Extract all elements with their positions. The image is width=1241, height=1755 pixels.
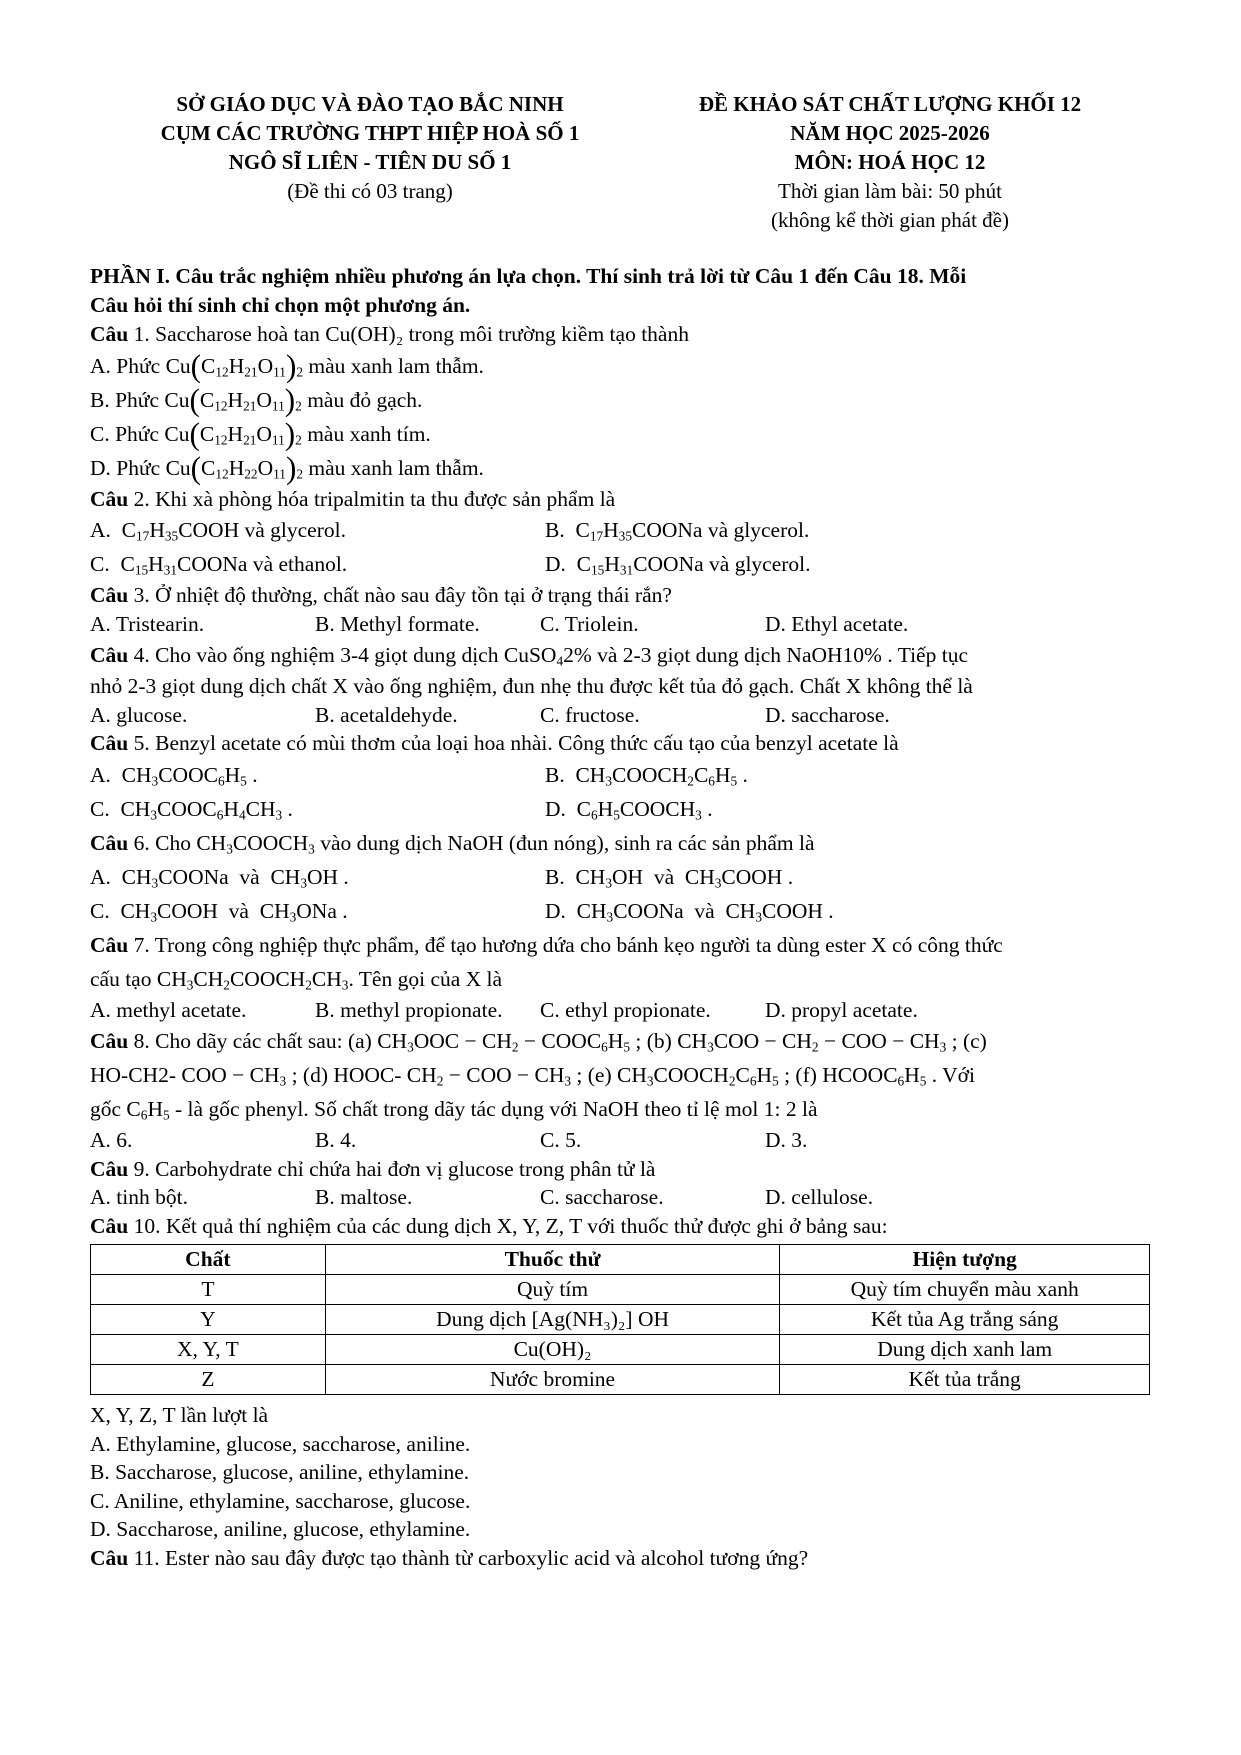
table-cell: Kết tủa trắng [780, 1365, 1150, 1395]
q2-option-d: D. $C_{15}H_{31}COONa$ và glycerol. [545, 552, 811, 578]
q3-option-a: A. Tristearin. [90, 611, 205, 636]
q2-options-row2 [90, 547, 1160, 581]
q7-option-d: D. propyl acetate. [765, 997, 918, 1022]
table-cell: Quỳ tím [325, 1275, 780, 1305]
question-1: Câu 1. Saccharose hoà tan Cu(OH)₂ trong môi trường kiềm tạo thành [90, 322, 689, 346]
question-7: Câu 7. Trong công nghiệp thực phẩm, để tạo hương dứa cho bánh kẹo người ta dùng ester X có công thức [90, 932, 1003, 957]
q1-option-a: A. Phức $Cu(C_{12}H_{21}O_{11})_2$ màu xanh lam thẫm. [90, 348, 484, 384]
q10-option-a: A. Ethylamine, glucose, saccharose, aniline. [90, 1431, 471, 1456]
table-cell: T [91, 1275, 326, 1305]
q6-option-c: C. $CH_3COOH$ và $CH_3ONa$ . [90, 898, 348, 925]
dept-name: SỞ GIÁO DỤC VÀ ĐÀO TẠO BẮC NINH [176, 92, 564, 116]
q1-option-c: C. Phức $Cu(C_{12}H_{21}O_{11})_2$ màu xanh tím. [90, 416, 431, 452]
question-7-line2: cấu tạo $CH_3CH_2COOCH_2CH_3$. Tên gọi của X là [90, 966, 503, 993]
table-cell: Kết tủa Ag trắng sáng [780, 1305, 1150, 1335]
question-5: Câu 5. Benzyl acetate có mùi thơm của loại hoa nhài. Công thức cấu tạo của benzyl acetate là [90, 731, 899, 755]
q6-options-row1 [90, 860, 1160, 894]
table-cell: Dung dịch xanh lam [780, 1335, 1150, 1365]
question-8-line2: HO-CH2- COO − $CH_3$ ; (d) HOOC- $CH_2$ − COO − $CH_3$ ; (e) $CH_3COOCH_2C_6H_5$ ; (f) $HCOOC_6H_5$ . Với [90, 1063, 976, 1089]
table-cell: Dung dịch [Ag(NH₃)₂] OH [325, 1305, 780, 1335]
q6-option-d: D. $CH_3COONa$ và $CH_3COOH$ . [545, 898, 834, 925]
q9-option-a: A. tinh bột. [90, 1185, 188, 1209]
q8-option-c: C. 5. [540, 1128, 582, 1152]
table-header-cell: Chất [91, 1245, 326, 1275]
q4-option-a: A. glucose. [90, 702, 188, 727]
q5-options-row1 [90, 758, 1160, 792]
q9-option-d: D. cellulose. [765, 1185, 874, 1209]
q10-option-c: C. Aniline, ethylamine, saccharose, glucose. [90, 1488, 471, 1513]
q3-option-b: B. Methyl formate. [315, 611, 480, 636]
table-row [91, 1365, 1150, 1395]
q10-after-text: X, Y, Z, T lần lượt là [90, 1403, 269, 1427]
duration-note: (không kể thời gian phát đề) [771, 208, 1009, 232]
question-8-line3: gốc $C_6H_5$ - là gốc phenyl. Số chất trong dãy tác dụng với NaOH theo tỉ lệ mol 1: 2 là [90, 1097, 818, 1123]
table-header-cell: Thuốc thử [325, 1245, 780, 1275]
q8-option-d: D. 3. [765, 1128, 808, 1152]
q3-option-d: D. Ethyl acetate. [765, 611, 909, 636]
question-4: Câu 4. Cho vào ống nghiệm 3-4 giọt dung dịch CuSO$_4$2% và 2-3 giọt dung dịch NaOH10% . Tiếp tục [90, 643, 968, 669]
q8-option-b: B. 4. [315, 1128, 357, 1152]
q9-options [90, 1183, 1160, 1212]
question-4-line2: nhỏ 2-3 giọt dung dịch chất X vào ống nghiệm, đun nhẹ thu được kết tủa đỏ gạch. Chất X không thể là [90, 674, 973, 698]
subject: MÔN: HOÁ HỌC 12 [794, 150, 986, 174]
q7-option-b: B. methyl propionate. [315, 997, 503, 1022]
page-count-note: (Đề thi có 03 trang) [287, 179, 453, 203]
q8-options [90, 1126, 1160, 1155]
question-11: Câu 11. Ester nào sau đây được tạo thành từ carboxylic acid và alcohol tương ứng? [90, 1545, 809, 1570]
question-3: Câu 3. Ở nhiệt độ thường, chất nào sau đây tồn tại ở trạng thái rắn? [90, 583, 672, 607]
table-cell: Z [91, 1365, 326, 1395]
q6-options-row2 [90, 894, 1160, 928]
duration: Thời gian làm bài: 50 phút [778, 179, 1002, 203]
question-9: Câu 9. Carbohydrate chỉ chứa hai đơn vị glucose trong phân tử là [90, 1156, 656, 1181]
table-cell: Quỳ tím chuyển màu xanh [780, 1275, 1150, 1305]
q4-option-b: B. acetaldehyde. [315, 702, 458, 727]
q4-option-c: C. fructose. [540, 702, 640, 727]
exam-title: ĐỀ KHẢO SÁT CHẤT LƯỢNG KHỐI 12 [698, 92, 1082, 116]
q5-option-c: C. $CH_3COOC_6H_4CH_3$ . [90, 796, 293, 823]
q4-options [90, 701, 1160, 730]
header-left [100, 90, 640, 206]
q7-option-c: C. ethyl propionate. [540, 997, 711, 1022]
q5-option-d: D. $C_6H_5COOCH_3$ . [545, 796, 713, 823]
school-cluster: CỤM CÁC TRƯỜNG THPT HIỆP HOÀ SỐ 1 [160, 121, 580, 145]
table-row [91, 1305, 1150, 1335]
q5-option-b: B. $CH_3COOCH_2C_6H_5$ . [545, 762, 748, 789]
school-names: NGÔ SĨ LIÊN - TIÊN DU SỐ 1 [228, 150, 512, 174]
table-row [91, 1335, 1150, 1365]
q10-results-table [90, 1244, 1150, 1395]
q10-option-d: D. Saccharose, aniline, glucose, ethylamine. [90, 1517, 471, 1541]
question-8: Câu 8. Cho dãy các chất sau: (a) $CH_3OOC - CH_2$ − $COOC_6H_5$ ; (b) $CH_3COO - CH_2$ − COO − $CH_3$ ; (c) [90, 1029, 987, 1055]
question-2: Câu 2. Khi xà phòng hóa tripalmitin ta thu được sản phẩm là [90, 486, 616, 511]
question-6: Câu 6. Cho $CH_3COOCH_3$ vào dung dịch NaOH (đun nóng), sinh ra các sản phẩm là [90, 830, 815, 857]
section-title-line2: Câu hỏi thí sinh chỉ chọn một phương án. [90, 293, 471, 317]
q1-option-d: D. Phức $Cu(C_{12}H_{22}O_{11})_2$ màu xanh lam thẫm. [90, 450, 484, 486]
q9-option-c: C. saccharose. [540, 1185, 664, 1209]
q1-option-b: B. Phức $Cu(C_{12}H_{21}O_{11})_2$ màu đỏ gạch. [90, 382, 423, 418]
header-right [650, 90, 1130, 235]
q3-option-c: C. Triolein. [540, 611, 639, 636]
q6-option-b: B. $CH_3OH$ và $CH_3COOH$ . [545, 864, 794, 891]
q7-options [90, 996, 1160, 1025]
q6-option-a: A. $CH_3COONa$ và $CH_3OH$ . [90, 864, 349, 891]
q2-option-b: B. $C_{17}H_{35}COONa$ và glycerol. [545, 518, 810, 544]
table-row [91, 1275, 1150, 1305]
school-year: NĂM HỌC 2025-2026 [790, 121, 990, 145]
q2-options-row1 [90, 513, 1160, 547]
table-cell: Nước bromine [325, 1365, 780, 1395]
q2-option-c: C. $C_{15}H_{31}COONa$ và ethanol. [90, 552, 348, 578]
exam-content [90, 262, 1160, 1572]
table-header-cell: Hiện tượng [780, 1245, 1150, 1275]
q5-option-a: A. $CH_3COOC_6H_5$ . [90, 762, 258, 789]
q2-option-a: A. $C_{17}H_{35}COOH$ và glycerol. [90, 518, 346, 544]
question-10: Câu 10. Kết quả thí nghiệm của các dung dịch X, Y, Z, T với thuốc thử được ghi ở bảng sau: [90, 1213, 888, 1238]
q3-options [90, 610, 1160, 639]
section-title-line1: PHẦN I. Câu trắc nghiệm nhiều phương án lựa chọn. Thí sinh trả lời từ Câu 1 đến Câu 18. Mỗi [90, 264, 967, 288]
q7-option-a: A. methyl acetate. [90, 997, 247, 1022]
table-cell: X, Y, T [91, 1335, 326, 1365]
q5-options-row2 [90, 792, 1160, 826]
table-cell: Cu(OH)₂ [325, 1335, 780, 1365]
table-header-row [91, 1245, 1150, 1275]
q10-option-b: B. Saccharose, glucose, aniline, ethylamine. [90, 1460, 470, 1484]
table-cell: Y [91, 1305, 326, 1335]
q8-option-a: A. 6. [90, 1128, 133, 1152]
q9-option-b: B. maltose. [315, 1185, 413, 1209]
q4-option-d: D. saccharose. [765, 702, 890, 727]
